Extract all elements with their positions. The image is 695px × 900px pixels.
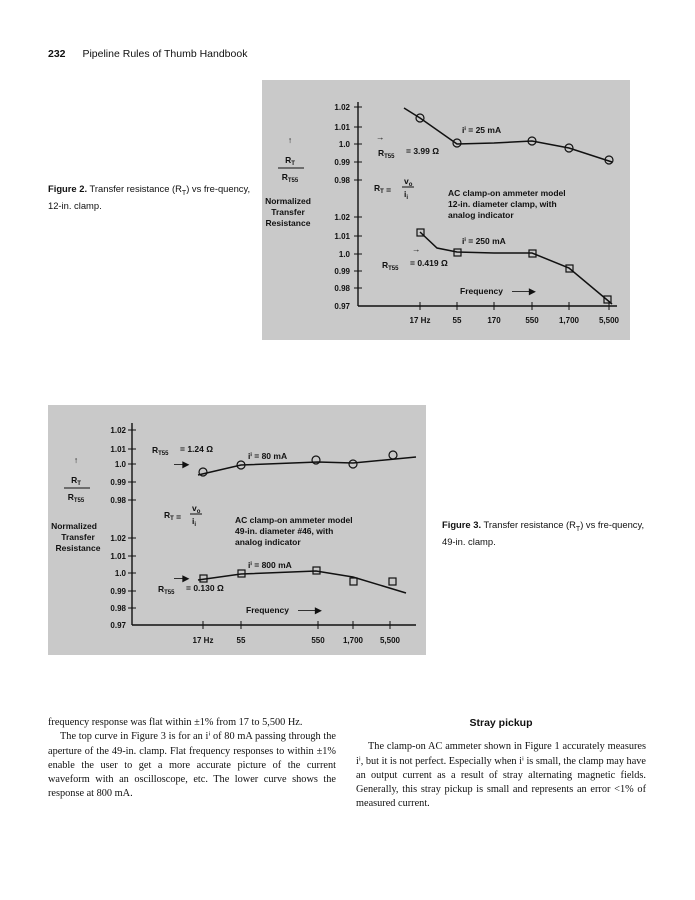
figure3-ytick: 0.99: [110, 478, 126, 487]
right-column: [356, 716, 646, 812]
figure3-yaxis-title-2: Transfer: [61, 532, 95, 542]
figure3-caption: Figure 3. Transfer resistance $(R_T)$ vs fre-quency, 49-in. clamp.: [442, 519, 645, 547]
figure3-model-line2: 49-in. diameter #46, with: [235, 526, 334, 536]
figure3-ytick: 1.0: [114, 460, 126, 469]
figure2-xtick: 55: [452, 316, 462, 325]
figure3-current-bottom: iⁱ = 800 mA: [248, 560, 292, 570]
figure2-caption: Figure 2. Transfer resistance $(R_T)$ vs fre-quency, 12-in. clamp.: [48, 183, 251, 211]
svg-text:vo: $v_o$: [192, 503, 201, 515]
figure3-xtick: 17 Hz: [192, 636, 214, 645]
figure2-xtick: 1,700: [558, 316, 580, 325]
figure3-ytick: 1.0: [114, 569, 126, 578]
left-paragraph-2: The top curve in Figure 3 is for an iⁱ of 80 mA passing through the aperture of the 49-in. clamp. Flat frequency responses to within ±1% enable the user to get a more accurate picture of the current waveform with an oscilloscope, etc. The lower curve shows the response at 800 mA.: [48, 731, 336, 800]
figure2-ytick: 1.02: [334, 213, 350, 222]
figure2-caption-label: Figure 2.: [48, 183, 88, 194]
figure3-ytick: 1.02: [110, 426, 126, 435]
figure2-frequency-label: Frequency: [460, 286, 503, 296]
figure3-ytick: 1.01: [110, 445, 126, 454]
svg-text:ii: $i_i$: [192, 516, 197, 528]
svg-text:——▶: ——▶: [298, 605, 322, 615]
svg-text:→: →: [412, 244, 421, 254]
figure2-ytick: 1.01: [334, 123, 350, 132]
svg-text:↑: ↑: [287, 135, 293, 145]
figure3-model-line3: analog indicator: [235, 537, 301, 547]
figure3-rt55-bottom: = 0.130 Ω: [186, 583, 224, 593]
svg-text:↑: ↑: [73, 455, 79, 465]
figure3-xtick: 5,500: [379, 636, 401, 645]
figure2-yaxis-title-3: Resistance: [265, 218, 311, 228]
svg-text:RT55: $R_{T55}$: [158, 584, 175, 596]
figure2-ytick: 0.98: [334, 284, 350, 293]
svg-text:→: →: [376, 132, 385, 142]
figure2-model-line3: analog indicator: [448, 210, 514, 220]
figure3-yaxis-title-3: Resistance: [55, 543, 101, 553]
svg-text:RT =: $R_T$ =: [374, 183, 392, 195]
figure2-current-bottom: iⁱ = 250 mA: [462, 236, 506, 246]
figure3-ytick: 0.98: [110, 496, 126, 505]
figure2-ytick: 0.97: [334, 302, 350, 311]
figure3-ytick: 0.98: [110, 604, 126, 613]
figure2-ytick: 1.02: [334, 103, 350, 112]
figure3-ytick: 0.99: [110, 587, 126, 596]
figure2-model-line1: AC clamp-on ammeter model: [448, 188, 566, 198]
svg-text:RT =: $R_T$ =: [164, 510, 182, 522]
svg-text:RT: $R_T$: [285, 155, 295, 167]
figure3-xtick: 55: [236, 636, 246, 645]
figure2-ytick: 0.99: [334, 158, 350, 167]
page-number: 232: [48, 48, 66, 60]
svg-text:—▶: —▶: [174, 459, 190, 469]
figure3-rt55-top: = 1.24 Ω: [180, 444, 214, 454]
figure3-frequency-label: Frequency: [246, 605, 289, 615]
figure2-model-line2: 12-in. diameter clamp, with: [448, 199, 557, 209]
svg-text:RT55: $R_{T55}$: [152, 445, 169, 457]
svg-text:RT: $R_T$: [71, 475, 81, 487]
figure2-chart: [262, 80, 630, 340]
figure3-chart: [48, 405, 426, 655]
figure3-xtick: 1,700: [342, 636, 364, 645]
svg-text:ii: $i_i$: [404, 189, 409, 201]
svg-text:RT55: $R_{T55}$: [67, 492, 85, 504]
figure3-ytick: 0.97: [110, 621, 126, 630]
section-heading: Stray pickup: [469, 717, 533, 729]
figure2-xtick: 550: [525, 316, 539, 325]
figure3-ytick: 1.02: [110, 534, 126, 543]
left-paragraph-1: frequency response was flat within ±1% from 17 to 5,500 Hz.: [48, 717, 303, 728]
svg-text:RT55: $R_{T55}$: [281, 172, 299, 184]
left-column: [48, 716, 336, 802]
right-paragraph-1: The clamp-on AC ammeter shown in Figure 1 accurately measures iⁱ, but it is not perfect. Especially when iⁱ is small, the clamp may have an output current as a result of stray alternating magnetic fields. Generally, this stray pickup is small and represents an error <1% of measured current.: [356, 741, 646, 810]
figure3-current-top: iⁱ = 80 mA: [248, 451, 288, 461]
figure2-xtick: 170: [487, 316, 501, 325]
figure2-yaxis-title-1: Normalized: [265, 196, 311, 206]
figure3-model-line1: AC clamp-on ammeter model: [235, 515, 353, 525]
svg-text:—▶: —▶: [174, 573, 190, 583]
figure3-xtick: 550: [311, 636, 325, 645]
figure2-yaxis-title-2: Transfer: [271, 207, 305, 217]
figure2-current-top: iⁱ = 25 mA: [462, 125, 502, 135]
figure3-ytick: 1.01: [110, 552, 126, 561]
running-header: [48, 48, 247, 60]
svg-text:RT55: $R_{T55}$: [382, 260, 399, 272]
book-title: Pipeline Rules of Thumb Handbook: [82, 48, 248, 60]
figure2-ytick: 0.98: [334, 176, 350, 185]
svg-text:vo: $v_o$: [404, 176, 413, 188]
figure2-rt55-top: = 3.99 Ω: [406, 146, 440, 156]
svg-text:RT55: $R_{T55}$: [378, 148, 395, 160]
svg-text:——▶: ——▶: [512, 286, 536, 296]
figure2-ytick: 0.99: [334, 267, 350, 276]
figure2-ytick: 1.0: [338, 250, 350, 259]
figure2-ytick: 1.01: [334, 232, 350, 241]
figure2-xtick: 5,500: [598, 316, 620, 325]
figure3-caption-label: Figure 3.: [442, 519, 482, 530]
figure3-yaxis-title-1: Normalized: [51, 521, 97, 531]
figure2-xtick: 17 Hz: [409, 316, 431, 325]
figure2-rt55-bottom: = 0.419 Ω: [410, 258, 448, 268]
figure2-ytick: 1.0: [338, 140, 350, 149]
